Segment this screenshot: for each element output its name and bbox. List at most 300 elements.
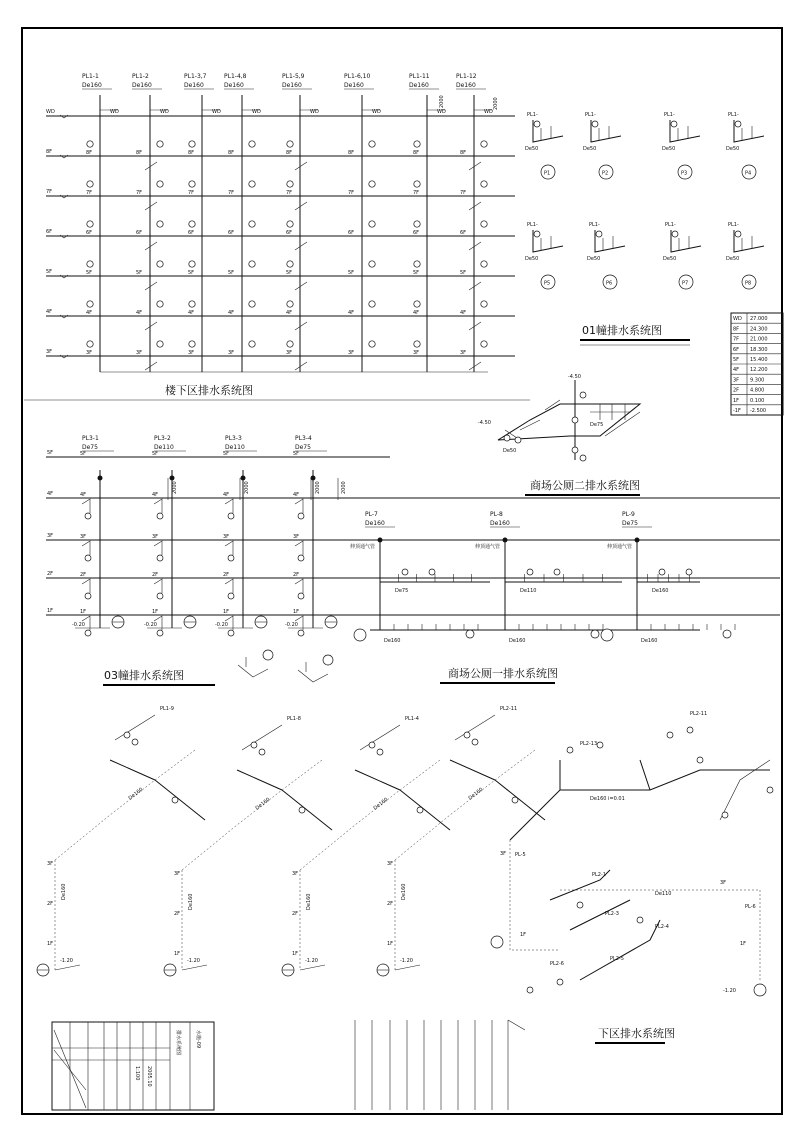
building03-branch xyxy=(225,579,233,593)
fixture-icon xyxy=(735,121,741,127)
detail-callout-label: P6 xyxy=(606,280,613,287)
building03-node-floor: 4F xyxy=(293,492,300,498)
fixture-icon xyxy=(85,593,91,599)
building01-details xyxy=(525,112,764,345)
fixture-icon xyxy=(287,141,293,147)
fixture-icon xyxy=(189,181,195,187)
detail-callout-label: P7 xyxy=(682,280,689,287)
kitchen2-title: 商场公厕二排水系统图 xyxy=(530,479,640,492)
branch-pipe xyxy=(469,282,481,290)
fixture-icon xyxy=(554,569,560,575)
fixture-icon xyxy=(377,749,383,755)
branch-pipe xyxy=(469,322,481,330)
elevation-floor: 5F xyxy=(733,357,740,363)
building03-node-floor: 1F xyxy=(293,609,300,615)
fixture-icon xyxy=(671,121,677,127)
fixture-icon xyxy=(481,221,487,227)
iso-slope-label: De160 i=0.01 xyxy=(590,796,625,802)
kitchen2-diagram xyxy=(478,374,640,495)
loose-fitting xyxy=(238,657,268,677)
branch-pipe xyxy=(145,162,157,170)
upper-zone-roof-mark: WD xyxy=(372,109,381,115)
upper-zone-riser-mark: 2000 xyxy=(439,95,445,108)
branch-pipe xyxy=(295,202,307,210)
upper-zone-pipe-id: PL1-1 xyxy=(82,73,99,80)
outlet-icon xyxy=(591,630,599,638)
elevation-floor: 8F xyxy=(733,326,740,333)
fixture-icon xyxy=(85,513,91,519)
building03-base-mark: -0.20 xyxy=(72,622,85,628)
fixture-icon xyxy=(697,757,703,763)
fixture-icon xyxy=(157,181,163,187)
fixture-icon xyxy=(527,987,533,993)
fixture-icon xyxy=(534,231,540,237)
elevation-floor: 2F xyxy=(733,387,740,394)
detail-size-label: De50 xyxy=(662,146,676,152)
iso-floor-label: 3F xyxy=(292,871,299,877)
outlet-icon xyxy=(754,984,766,996)
fixture-icon xyxy=(85,555,91,561)
kitchen2-size-b: De75 xyxy=(590,422,604,428)
elevation-floor: -1F xyxy=(733,408,741,414)
upper-zone-node-floor: 3F xyxy=(286,350,293,356)
upper-zone-node-floor: 6F xyxy=(86,230,93,236)
fixture-icon xyxy=(722,812,728,818)
branch-pipe xyxy=(295,242,307,250)
detail-callout-label: P3 xyxy=(681,170,688,177)
building03-node-floor: 3F xyxy=(223,534,230,540)
building03-diagram xyxy=(46,435,780,685)
fixture-icon xyxy=(249,261,255,267)
building03-title: 03幢排水系统图 xyxy=(104,669,184,682)
fixture-icon xyxy=(287,301,293,307)
fixture-icon xyxy=(299,807,305,813)
fixture-icon xyxy=(157,141,163,147)
upper-zone-node-floor: 6F xyxy=(136,230,143,236)
fixture-icon xyxy=(369,261,375,267)
fixture-icon xyxy=(298,513,304,519)
fixture-icon xyxy=(157,555,163,561)
building03-base-mark: -0.20 xyxy=(285,622,298,628)
upper-zone-pipe-id: PL1-3,7 xyxy=(184,73,207,80)
fixture-icon xyxy=(672,231,678,237)
building03-branch xyxy=(225,541,233,555)
fixture-icon xyxy=(481,301,487,307)
building03-branch xyxy=(82,541,90,555)
elevation-value: 4.800 xyxy=(750,387,765,394)
fixture-icon xyxy=(298,630,304,636)
iso-branch xyxy=(115,715,155,740)
building03-node-floor: 4F xyxy=(223,492,230,498)
building03-floor-label: 3F xyxy=(47,533,54,539)
building03-branch xyxy=(82,499,90,513)
upper-zone-node-floor: 4F xyxy=(286,310,293,316)
title-block-drawing-no: 水施-09 xyxy=(195,1030,201,1049)
fixture-icon xyxy=(512,797,518,803)
kitchen1-pipe-id: PL-9 xyxy=(622,511,635,518)
upper-zone-node-floor: 3F xyxy=(188,350,195,356)
fixture-icon xyxy=(667,732,673,738)
detail-pipe-label: PL1- xyxy=(728,222,739,228)
upper-zone-title: 楼下区排水系统图 xyxy=(165,384,253,397)
iso-outlet-run xyxy=(300,965,325,970)
elevation-floor: 4F xyxy=(733,367,740,374)
fixture-icon xyxy=(369,742,375,748)
branch-pipe xyxy=(145,282,157,290)
upper-zone-roof-mark: WD xyxy=(437,109,446,115)
iso-size-label: De110 xyxy=(655,891,672,897)
riser-top-dot xyxy=(503,538,508,543)
building03-pipe-size: De75 xyxy=(82,444,98,451)
fixture-icon xyxy=(189,141,195,147)
loose-fitting xyxy=(298,662,328,682)
upper-zone-floor-label: WD xyxy=(46,109,55,115)
building03-node-floor: 1F xyxy=(223,609,230,615)
title-block-scale: 1:100 xyxy=(134,1066,140,1081)
building03-node-floor: 1F xyxy=(152,609,159,615)
upper-zone-diagram xyxy=(24,73,530,400)
building03-node-floor: 5F xyxy=(293,451,300,457)
elevation-floor: WD xyxy=(733,316,742,323)
upper-zone-node-floor: 5F xyxy=(228,270,235,276)
fixture-icon xyxy=(157,341,163,347)
iso-floor-label: 2F xyxy=(387,901,394,907)
fixture-icon xyxy=(249,301,255,307)
fixture-icon xyxy=(577,902,583,908)
detail-pipe-label: PL1- xyxy=(728,112,739,118)
fixture-icon xyxy=(87,221,93,227)
upper-zone-pipe-size: De160 xyxy=(184,82,204,89)
kitchen2-mark-top: -4.50 xyxy=(568,374,581,380)
building03-branch xyxy=(154,579,162,593)
iso-pipe-label: PL2-6 xyxy=(550,961,564,967)
iso-outlet-run xyxy=(395,965,420,970)
branch-pipe xyxy=(295,162,307,170)
iso-pipe-label: PL-6 xyxy=(745,904,756,910)
upper-zone-floor-label: 3F xyxy=(46,349,53,355)
fixture-icon xyxy=(414,301,420,307)
fixture-icon xyxy=(157,261,163,267)
detail-size-label: De50 xyxy=(525,256,539,262)
building03-node-floor: 1F xyxy=(80,609,87,615)
upper-zone-node-floor: 3F xyxy=(460,350,467,356)
iso-size-label: De160 xyxy=(254,796,272,812)
fixture-icon xyxy=(567,747,573,753)
fixture-icon xyxy=(189,301,195,307)
upper-zone-node-floor: 3F xyxy=(348,350,355,356)
iso-pipe-label: PL2-11 xyxy=(690,711,708,717)
fixture-icon xyxy=(414,141,420,147)
upper-zone-node-floor: 7F xyxy=(228,190,235,196)
building03-branch xyxy=(154,499,162,513)
upper-zone-roof-mark: WD xyxy=(160,109,169,115)
fixture-icon xyxy=(481,261,487,267)
kitchen1-base-size: De160 xyxy=(509,638,526,644)
upper-zone-pipe-id: PL1-11 xyxy=(409,73,430,80)
iso-main-run xyxy=(510,840,760,980)
fixture-icon xyxy=(414,181,420,187)
fixture-icon xyxy=(767,787,773,793)
kitchen1-base-size: De160 xyxy=(384,638,401,644)
lower-zone-title: 下区排水系统图 xyxy=(598,1027,675,1040)
fixture-icon xyxy=(287,341,293,347)
iso-size-label: De160 xyxy=(188,893,194,910)
fixture-icon xyxy=(249,181,255,187)
kitchen1-branch-size: De75 xyxy=(395,588,409,594)
kitchen1-pipe-size: De160 xyxy=(490,520,510,527)
upper-zone-node-floor: 3F xyxy=(86,350,93,356)
upper-zone-node-floor: 8F xyxy=(286,150,293,156)
elevation-value: -2.500 xyxy=(750,408,767,414)
kitchen1-branch-size: De110 xyxy=(520,588,537,594)
iso-floor-label: 1F xyxy=(47,941,54,947)
building03-node-floor: 3F xyxy=(80,534,87,540)
upper-zone-node-floor: 4F xyxy=(460,310,467,316)
branch-pipe xyxy=(295,282,307,290)
elevation-table xyxy=(731,313,783,415)
iso-outlet-run xyxy=(55,965,80,970)
upper-zone-node-floor: 4F xyxy=(188,310,195,316)
iso-pipe-label: PL2-11 xyxy=(500,706,518,712)
fixture-icon xyxy=(249,341,255,347)
upper-zone-node-floor: 3F xyxy=(228,350,235,356)
detail-size-label: De50 xyxy=(663,256,677,262)
fixture-icon xyxy=(157,221,163,227)
upper-zone-node-floor: 5F xyxy=(136,270,143,276)
iso-pipe-label: PL-5 xyxy=(515,852,526,858)
fixture-icon xyxy=(534,121,540,127)
iso-base-mark: -1.20 xyxy=(187,958,200,964)
branch-pipe xyxy=(145,362,157,370)
building03-node-floor: 4F xyxy=(80,492,87,498)
branch-pipe xyxy=(469,242,481,250)
fixture-icon xyxy=(472,739,478,745)
iso-floor-label: 1F xyxy=(174,951,181,957)
building03-node-floor: 2F xyxy=(152,572,159,578)
fixture-icon xyxy=(414,341,420,347)
iso-floor-label: 3F xyxy=(500,851,507,857)
branch-pipe xyxy=(145,202,157,210)
upper-zone-node-floor: 8F xyxy=(348,150,355,156)
upper-zone-roof-mark: WD xyxy=(310,109,319,115)
detail-pipe-label: PL1- xyxy=(589,222,600,228)
elevation-value: 15.400 xyxy=(750,357,768,363)
upper-zone-node-floor: 5F xyxy=(188,270,195,276)
building03-pipe-size: De75 xyxy=(295,444,311,451)
upper-zone-pipe-size: De160 xyxy=(224,82,244,89)
iso-outlet-run xyxy=(182,965,207,970)
detail-pipe-label: PL1- xyxy=(585,112,596,118)
fixture-icon xyxy=(369,301,375,307)
kitchen1-pipe-size: De160 xyxy=(365,520,385,527)
iso-floor-label: 3F xyxy=(720,880,727,886)
building03-base-mark: -0.20 xyxy=(215,622,228,628)
fixture-icon xyxy=(735,231,741,237)
building03-branch xyxy=(295,579,303,593)
upper-zone-pipe-id: PL1-12 xyxy=(456,73,477,80)
building03-base-mark: -0.20 xyxy=(144,622,157,628)
upper-zone-roof-mark: WD xyxy=(212,109,221,115)
iso-pipe-label: PL2-5 xyxy=(610,956,624,962)
upper-zone-node-floor: 7F xyxy=(136,190,143,196)
upper-zone-node-floor: 7F xyxy=(286,190,293,196)
outlet-icon xyxy=(263,650,273,660)
iso-base-mark: -1.20 xyxy=(400,958,413,964)
fixture-icon xyxy=(87,141,93,147)
iso-pipe-label: PL2-1 xyxy=(592,872,606,878)
iso-size-label: De160 xyxy=(467,786,485,802)
fixture-icon xyxy=(259,749,265,755)
elevation-floor: 6F xyxy=(733,346,740,353)
iso-size-label: De160 xyxy=(127,786,145,802)
fixture-icon xyxy=(228,555,234,561)
building03-node-floor: 5F xyxy=(152,451,159,457)
kitchen1-vent-label: 伸顶通气管 xyxy=(350,544,376,550)
kitchen2-mark-left: -4.50 xyxy=(478,420,491,426)
fixture-icon xyxy=(369,221,375,227)
fixture-icon xyxy=(87,341,93,347)
fixture-icon xyxy=(687,727,693,733)
building03-node-floor: 3F xyxy=(293,534,300,540)
title-block xyxy=(52,1022,214,1110)
signature-lines xyxy=(355,1020,525,1110)
fixture-icon xyxy=(369,141,375,147)
upper-zone-pipe-id: PL1-2 xyxy=(132,73,149,80)
iso-floor-label: 1F xyxy=(520,932,527,938)
kitchen1-pipe-id: PL-8 xyxy=(490,511,503,518)
building03-node-floor: 3F xyxy=(152,534,159,540)
upper-zone-node-floor: 4F xyxy=(228,310,235,316)
riser-top-dot xyxy=(378,538,383,543)
upper-zone-floor-label: 5F xyxy=(46,269,53,275)
fixture-icon xyxy=(189,221,195,227)
iso-size-label: De160 xyxy=(61,883,67,900)
kitchen1-branch-size: De160 xyxy=(652,588,669,594)
iso-floor-label: 2F xyxy=(47,901,54,907)
upper-zone-floor-label: 7F xyxy=(46,189,53,195)
iso-pipe-label: PL1-4 xyxy=(405,716,419,722)
fixture-icon xyxy=(249,141,255,147)
elevation-value: 0.100 xyxy=(750,397,765,404)
iso-floor-label: 2F xyxy=(292,911,299,917)
title-block-project: 排水系统图 xyxy=(175,1030,181,1056)
upper-zone-node-floor: 5F xyxy=(460,270,467,276)
fixture-icon xyxy=(298,555,304,561)
kitchen1-base-size: De160 xyxy=(641,638,658,644)
upper-zone-node-floor: 8F xyxy=(413,150,420,156)
fixture-icon xyxy=(251,742,257,748)
upper-zone-node-floor: 5F xyxy=(348,270,355,276)
upper-zone-node-floor: 3F xyxy=(413,350,420,356)
detail-size-label: De50 xyxy=(587,256,601,262)
kitchen1-pipe-id: PL-7 xyxy=(365,511,378,518)
building03-pipe-id: PL3-1 xyxy=(82,435,99,442)
building03-branch xyxy=(295,541,303,555)
fixture-icon xyxy=(481,181,487,187)
fixture-icon xyxy=(464,732,470,738)
detail-pipe-label: PL1- xyxy=(664,112,675,118)
branch-pipe xyxy=(469,202,481,210)
fixture-icon xyxy=(287,181,293,187)
lower-isometric-diagram xyxy=(37,706,773,996)
riser-top-dot xyxy=(98,476,103,481)
fixture-icon xyxy=(249,221,255,227)
upper-zone-pipe-id: PL1-5,9 xyxy=(282,73,305,80)
branch-pipe xyxy=(145,322,157,330)
fixture-icon xyxy=(592,121,598,127)
iso-pipe-label: PL2-13 xyxy=(580,741,598,747)
riser-top-dot xyxy=(241,476,246,481)
upper-zone-roof-mark: WD xyxy=(484,109,493,115)
upper-zone-pipe-size: De160 xyxy=(282,82,302,89)
iso-floor-label: 2F xyxy=(174,911,181,917)
fixture-icon xyxy=(157,301,163,307)
fixture-icon xyxy=(172,797,178,803)
building03-floor-label: 5F xyxy=(47,450,54,456)
riser-top-dot xyxy=(635,538,640,543)
fixture-icon xyxy=(298,593,304,599)
elevation-floor: 3F xyxy=(733,377,740,384)
fixture-icon xyxy=(686,569,692,575)
building03-floor-label: 2F xyxy=(47,571,54,577)
building03-node-floor: 2F xyxy=(293,572,300,578)
upper-zone-node-floor: 5F xyxy=(86,270,93,276)
kitchen1-pipe-size: De75 xyxy=(622,520,638,527)
iso-size-label: De160 xyxy=(401,883,407,900)
fixture-icon xyxy=(369,181,375,187)
upper-zone-node-floor: 4F xyxy=(136,310,143,316)
outlet-icon xyxy=(466,630,474,638)
kitchen1-title: 商场公厕一排水系统图 xyxy=(448,667,558,680)
fixture-icon xyxy=(557,979,563,985)
upper-zone-node-floor: 4F xyxy=(86,310,93,316)
detail-pipe-label: PL1- xyxy=(527,222,538,228)
elevation-value: 18.300 xyxy=(750,346,768,353)
upper-zone-floor-label: 6F xyxy=(46,229,53,235)
upper-zone-node-floor: 4F xyxy=(413,310,420,316)
upper-zone-pipe-id: PL1-4,8 xyxy=(224,73,247,80)
iso-size-label: De160 xyxy=(306,893,312,910)
building03-pipe-size: De110 xyxy=(225,444,245,451)
upper-zone-node-floor: 6F xyxy=(228,230,235,236)
riser-top-dot xyxy=(170,476,175,481)
iso-branch xyxy=(550,870,660,980)
fixture-icon xyxy=(287,261,293,267)
branch-pipe xyxy=(469,162,481,170)
upper-zone-node-floor: 7F xyxy=(86,190,93,196)
elevation-floor: 1F xyxy=(733,397,740,404)
upper-zone-pipe-size: De160 xyxy=(82,82,102,89)
building01-title: 01幢排水系统图 xyxy=(582,324,662,337)
kitchen1-vent-label: 伸顶通气管 xyxy=(607,544,633,550)
building03-riser-mark: 2000 xyxy=(341,481,347,494)
upper-zone-floor-label: 8F xyxy=(46,149,53,155)
upper-zone-node-floor: 7F xyxy=(460,190,467,196)
fixture-icon xyxy=(157,593,163,599)
iso-pipe-label: PL2-4 xyxy=(655,924,669,930)
upper-zone-node-floor: 6F xyxy=(348,230,355,236)
iso-floor-label: 3F xyxy=(387,861,394,867)
building03-riser-mark: 2000 xyxy=(172,481,178,494)
detail-callout-label: P2 xyxy=(602,170,609,177)
kitchen1-vent-label: 伸顶通气管 xyxy=(475,544,501,550)
iso-main-run xyxy=(510,760,770,840)
iso-branch xyxy=(110,760,205,820)
upper-zone-node-floor: 7F xyxy=(188,190,195,196)
iso-branch xyxy=(360,725,400,750)
upper-zone-pipe-size: De160 xyxy=(456,82,476,89)
upper-zone-pipe-id: PL1-6,10 xyxy=(344,73,371,80)
